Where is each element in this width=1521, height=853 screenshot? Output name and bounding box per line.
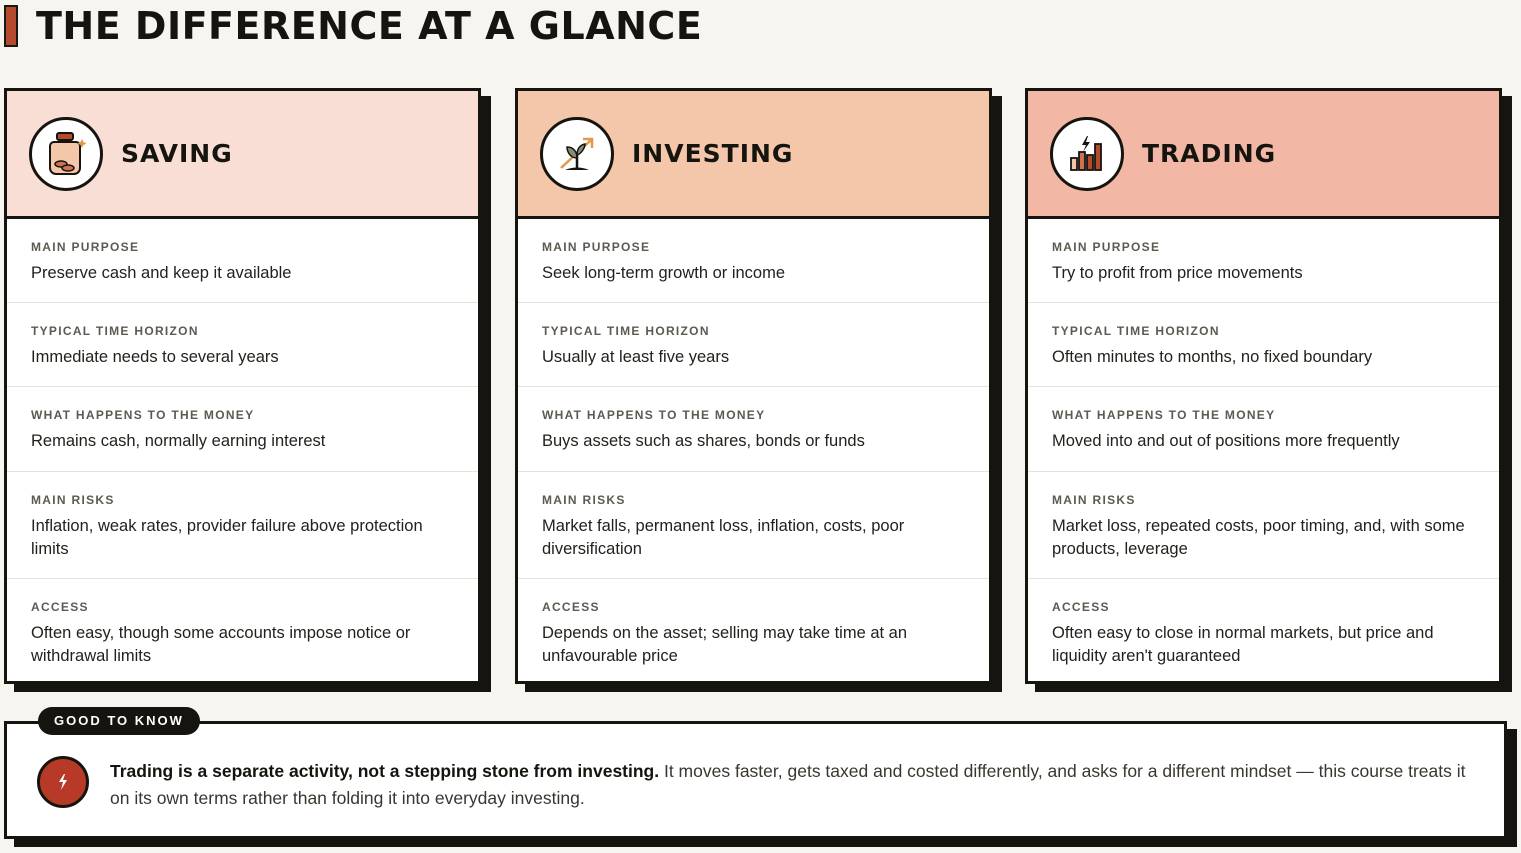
row-label: ACCESS [542,600,600,614]
row-label: MAIN PURPOSE [31,240,140,254]
row-time-horizon [1028,303,1499,387]
row-value: Often minutes to months, no fixed boundary [1052,348,1373,366]
card-trading [1025,88,1502,684]
row-value: Market loss, repeated costs, poor timing, and, with some products, leverage [1052,517,1465,558]
row-value: Preserve cash and keep it available [31,264,292,282]
row-label: MAIN PURPOSE [542,240,651,254]
row-label: MAIN RISKS [1052,493,1136,507]
row-main-risks [1028,472,1499,579]
row-time-horizon [518,303,989,387]
card-investing [515,88,992,684]
row-label: TYPICAL TIME HORIZON [1052,324,1220,338]
row-access [7,579,478,684]
row-value: Moved into and out of positions more frequently [1052,432,1400,450]
note-tag: GOOD TO KNOW [38,707,200,735]
row-money [1028,387,1499,472]
jar-icon [29,117,103,191]
row-label: TYPICAL TIME HORIZON [31,324,199,338]
note-body-text: It moves faster, gets taxed and costed differently, and asks for a different mindset — this course treats it on its own terms rather than folding it into everyday investing. [110,761,1466,808]
row-label: TYPICAL TIME HORIZON [542,324,710,338]
row-money [518,387,989,472]
row-access [518,579,989,684]
row-main-risks [518,472,989,579]
row-value: Usually at least five years [542,348,730,366]
row-main-risks [7,472,478,579]
row-value: Inflation, weak rates, provider failure above protection limits [31,517,423,558]
row-access [1028,579,1499,684]
card-header-investing [518,91,989,219]
row-time-horizon [7,303,478,387]
sprout-growth-icon [540,117,614,191]
page-title: THE DIFFERENCE AT A GLANCE [36,4,703,48]
card-saving [4,88,481,684]
row-value: Buys assets such as shares, bonds or funds [542,432,865,450]
card-title-investing: INVESTING [632,139,794,168]
row-value: Depends on the asset; selling may take time at an unfavourable price [542,624,908,665]
card-title-trading: TRADING [1142,139,1277,168]
row-label: MAIN RISKS [31,493,115,507]
bar-chart-lightning-icon [1050,117,1124,191]
row-value: Remains cash, normally earning interest [31,432,326,450]
good-to-know-callout [4,713,1507,839]
page-header [4,4,702,48]
card-header-trading [1028,91,1499,219]
card-header-saving [7,91,478,219]
row-value: Immediate needs to several years [31,348,279,366]
row-value: Market falls, permanent loss, inflation, costs, poor diversification [542,517,905,558]
row-label: MAIN RISKS [542,493,626,507]
title-accent-bar [4,5,18,47]
row-label: MAIN PURPOSE [1052,240,1161,254]
row-main-purpose [1028,219,1499,303]
row-label: WHAT HAPPENS TO THE MONEY [31,408,255,422]
row-value: Seek long-term growth or income [542,264,786,282]
row-label: WHAT HAPPENS TO THE MONEY [1052,408,1276,422]
row-label: WHAT HAPPENS TO THE MONEY [542,408,766,422]
row-main-purpose [518,219,989,303]
note-text [110,758,1470,812]
row-value: Often easy, though some accounts impose notice or withdrawal limits [31,624,411,665]
note-bold-text: Trading is a separate activity, not a stepping stone from investing. [110,761,660,781]
card-title-saving: SAVING [121,139,233,168]
lightning-icon [37,756,89,808]
row-main-purpose [7,219,478,303]
row-label: ACCESS [31,600,89,614]
row-value: Try to profit from price movements [1052,264,1303,282]
row-value: Often easy to close in normal markets, but price and liquidity aren't guaranteed [1052,624,1434,665]
row-money [7,387,478,472]
row-label: ACCESS [1052,600,1110,614]
